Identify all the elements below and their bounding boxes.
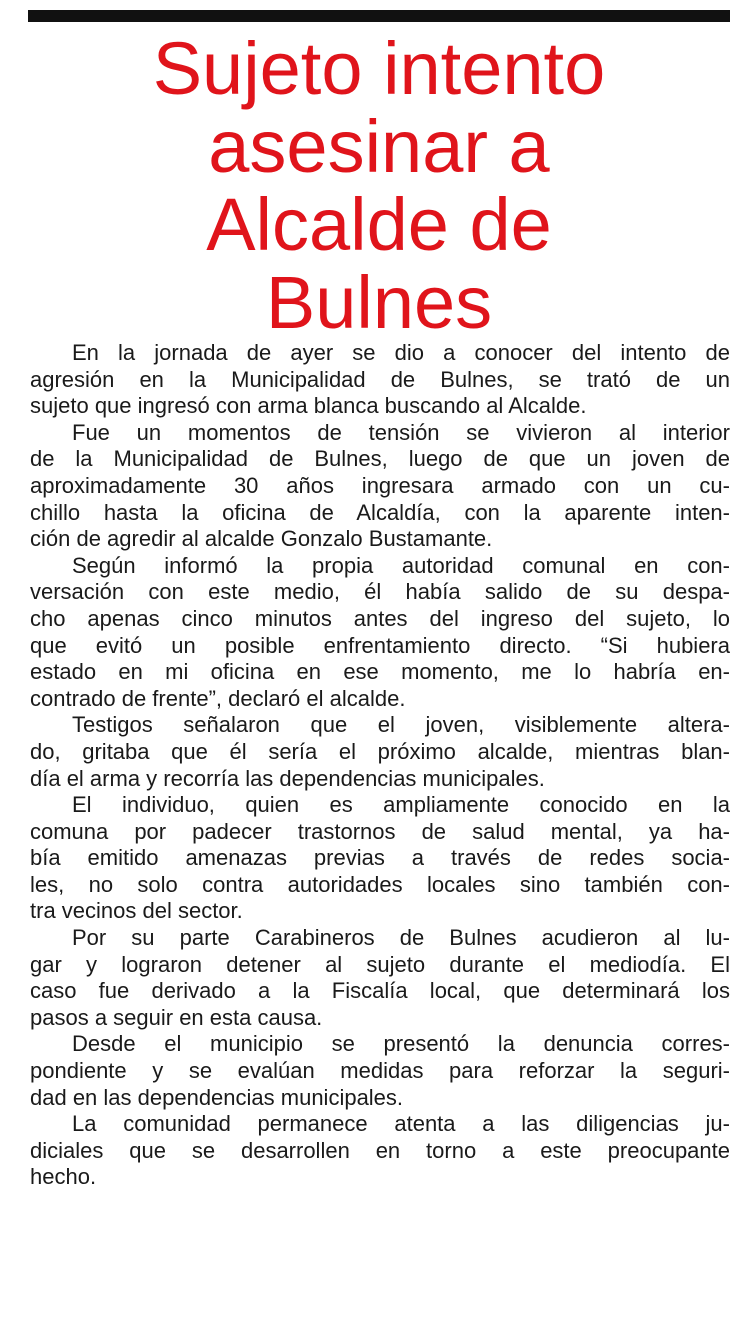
article-body [30, 340, 730, 1191]
article-line: El individuo, quien es ampliamente conocido en la [72, 792, 730, 818]
article-paragraph [30, 712, 730, 792]
article-paragraph [30, 553, 730, 713]
article-line: tra vecinos del sector. [30, 898, 243, 924]
headline-line: asesinar a [208, 105, 550, 188]
article-line: agresión en la Municipalidad de Bulnes, se trató de un [30, 366, 730, 392]
article-line: ción de agredir al alcalde Gonzalo Bustamante. [30, 526, 493, 552]
article-line: En la jornada de ayer se dio a conocer del intento de [72, 340, 730, 365]
article-line: Testigos señalaron que el joven, visiblemente altera- [72, 712, 730, 738]
article-line: estado en mi oficina en ese momento, me lo habría en- [30, 659, 730, 685]
article-paragraph [30, 420, 730, 553]
headline [28, 27, 730, 344]
article-line: versación con este medio, él había salido de su despa- [30, 579, 730, 605]
article-paragraph [30, 1031, 730, 1111]
article-paragraph [30, 340, 730, 420]
article-line: diciales que se desarrollen en torno a este preocupante [30, 1137, 730, 1163]
article-line: chillo hasta la oficina de Alcaldía, con la aparente inten- [30, 499, 730, 525]
article-paragraph [30, 792, 730, 925]
article-paragraph [30, 925, 730, 1031]
article-line: les, no solo contra autoridades locales sino también con- [30, 871, 730, 897]
article-line: bía emitido amenazas previas a través de redes socia- [30, 845, 730, 871]
article-line: aproximadamente 30 años ingresara armado con un cu- [30, 472, 730, 498]
article-line: de la Municipalidad de Bulnes, luego de que un joven de [30, 446, 730, 472]
article-line: sujeto que ingresó con arma blanca buscando al Alcalde. [30, 393, 587, 419]
headline-line: Alcalde de [206, 183, 552, 266]
headline-line: Bulnes [265, 261, 493, 344]
article-line: cho apenas cinco minutos antes del ingreso del sujeto, lo [30, 605, 730, 631]
article-line: gar y lograron detener al sujeto durante el mediodía. El [30, 951, 730, 977]
article-line: Desde el municipio se presentó la denuncia corres- [72, 1031, 730, 1057]
article-line: Por su parte Carabineros de Bulnes acudieron al lu- [72, 925, 730, 951]
article-line: hecho. [30, 1164, 97, 1190]
article-line: Según informó la propia autoridad comunal en con- [72, 552, 730, 578]
article-line: do, gritaba que él sería el próximo alcalde, mientras blan- [30, 738, 730, 764]
article-line: La comunidad permanece atenta a las diligencias ju- [72, 1111, 730, 1137]
article-line: que evitó un posible enfrentamiento directo. “Si hubiera [30, 632, 730, 658]
article-paragraph [30, 1111, 730, 1191]
headline-line: Sujeto intento [152, 27, 606, 110]
article-line: pasos a seguir en esta causa. [30, 1004, 323, 1030]
article-line: contrado de frente”, declaró el alcalde. [30, 685, 406, 711]
article-line: pondiente y se evalúan medidas para reforzar la seguri- [30, 1058, 730, 1084]
article-line: dad en las dependencias municipales. [30, 1084, 404, 1110]
article-line: día el arma y recorría las dependencias municipales. [30, 765, 545, 791]
top-rule [28, 10, 730, 22]
article-line: caso fue derivado a la Fiscalía local, que determinará los [30, 978, 730, 1004]
article-line: Fue un momentos de tensión se vivieron al interior [72, 419, 730, 445]
article-line: comuna por padecer trastornos de salud mental, ya ha- [30, 818, 730, 844]
